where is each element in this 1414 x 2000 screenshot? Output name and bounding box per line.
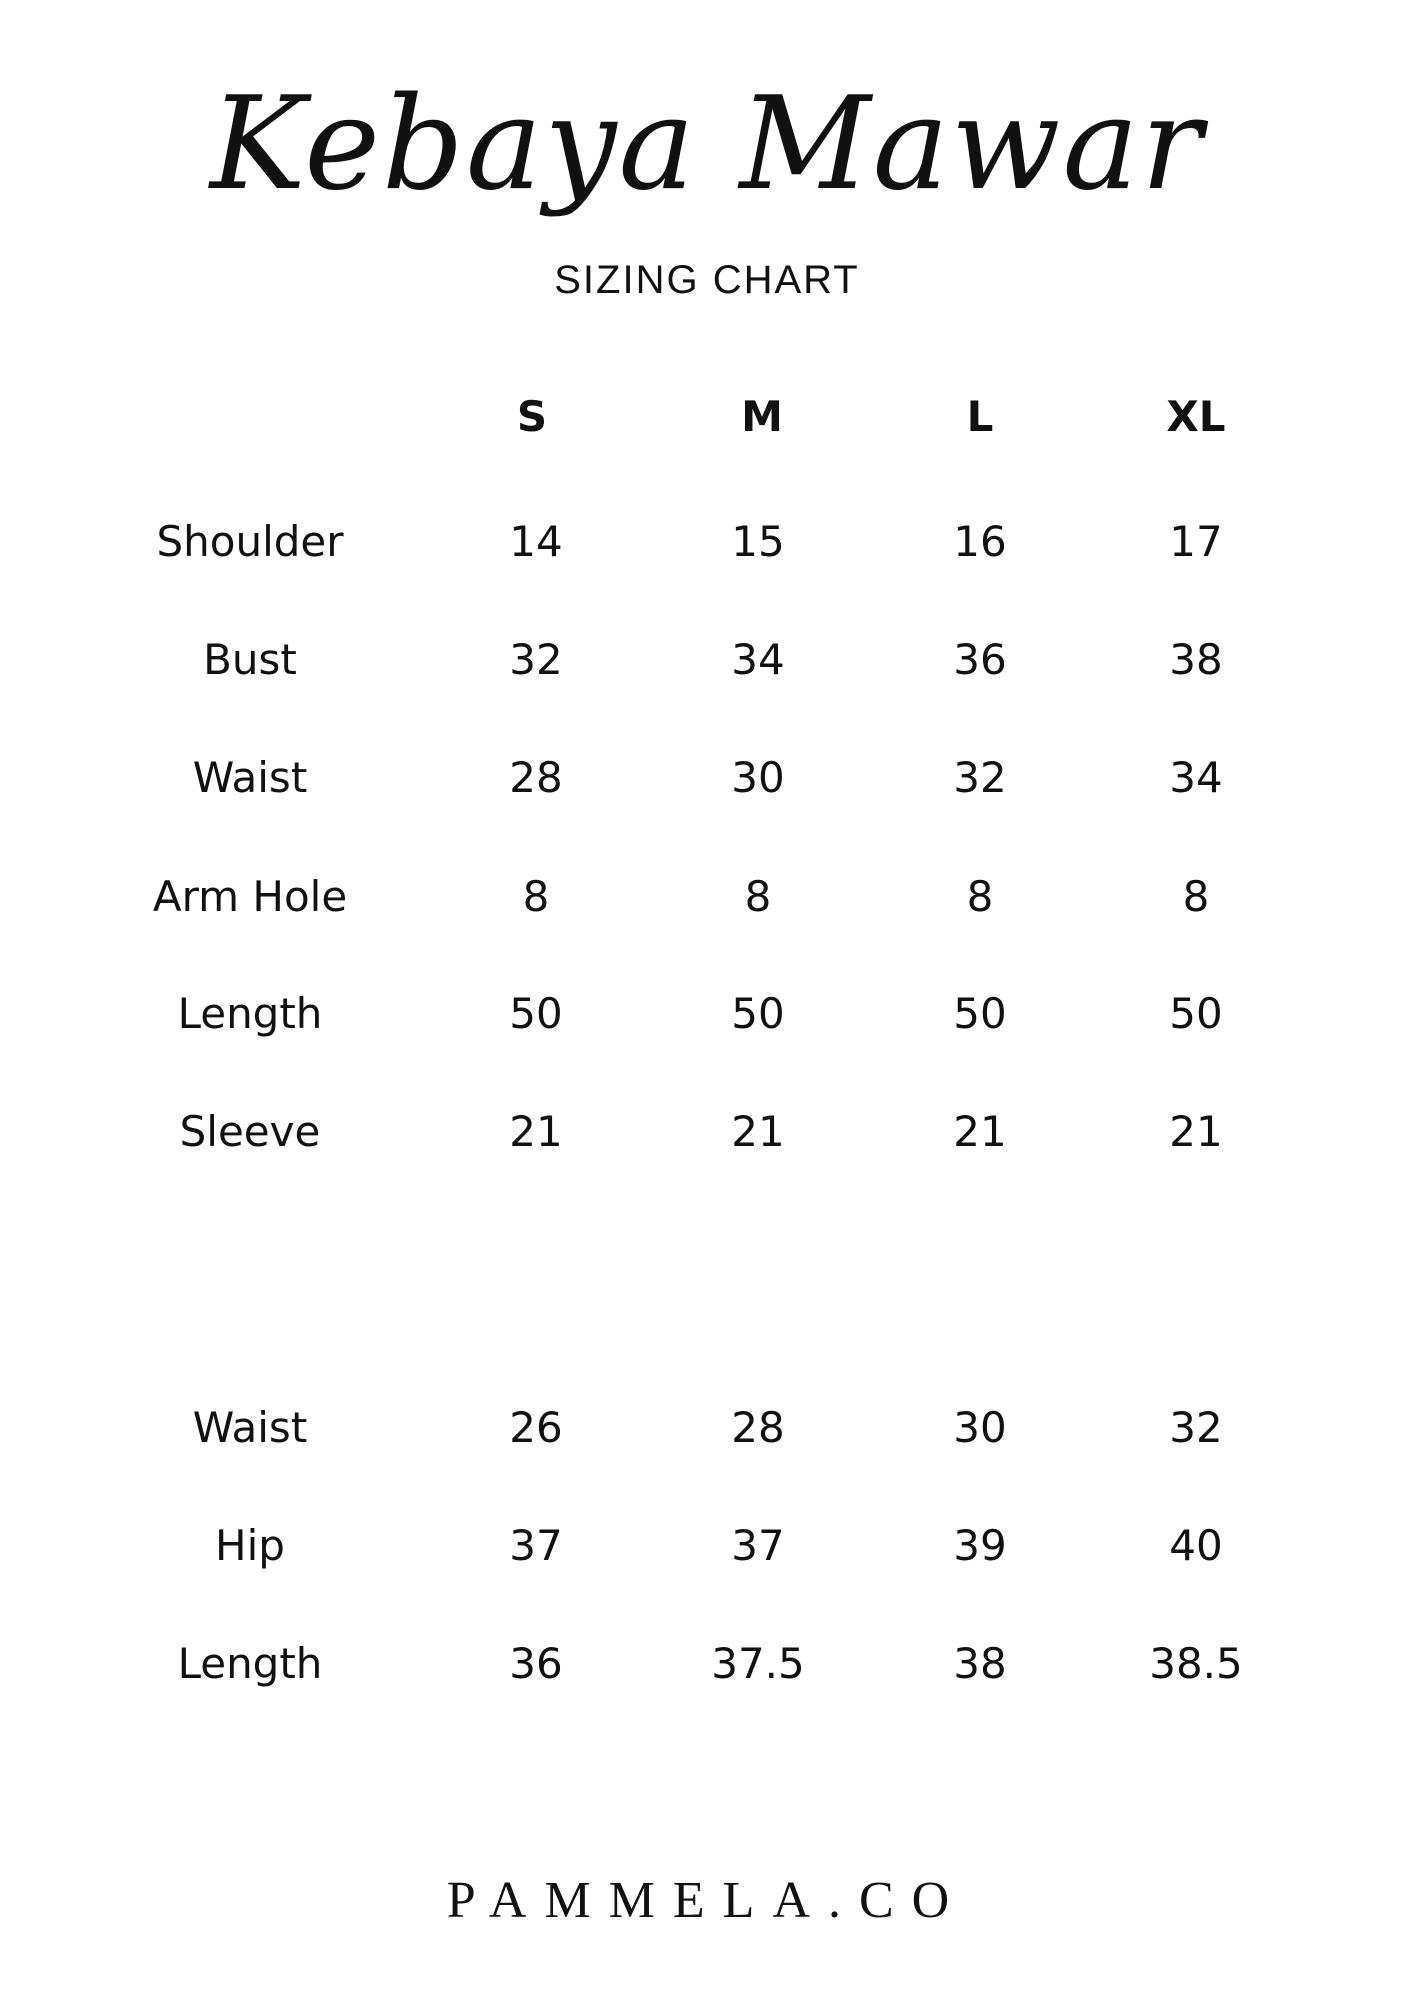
table-cell: 8 xyxy=(966,872,994,921)
table-cell: 30 xyxy=(731,753,785,802)
table-cell: 38.5 xyxy=(1149,1639,1243,1688)
row-label-length: Length xyxy=(177,989,323,1038)
table-cell: 8 xyxy=(522,872,550,921)
row-label-length: Length xyxy=(177,1639,323,1688)
table-cell: 36 xyxy=(953,635,1007,684)
page-subtitle: SIZING CHART xyxy=(554,258,860,302)
table-cell: 50 xyxy=(1169,989,1223,1038)
table-cell: 15 xyxy=(731,517,785,566)
table-cell: 21 xyxy=(509,1107,563,1156)
table-cell: 17 xyxy=(1169,517,1223,566)
table-cell: 50 xyxy=(953,989,1007,1038)
table-cell: 28 xyxy=(509,753,563,802)
table-cell: 34 xyxy=(1169,753,1223,802)
table-cell: 37 xyxy=(509,1521,563,1570)
table-cell: 28 xyxy=(731,1403,785,1452)
table-cell: 50 xyxy=(731,989,785,1038)
table-cell: 30 xyxy=(953,1403,1007,1452)
table-cell: 32 xyxy=(1169,1403,1223,1452)
table-cell: 21 xyxy=(1169,1107,1223,1156)
table-cell: 16 xyxy=(953,517,1007,566)
table-cell: 37.5 xyxy=(711,1639,805,1688)
size-header-s: S xyxy=(516,392,548,441)
table-cell: 34 xyxy=(731,635,785,684)
row-label-waist: Waist xyxy=(192,753,308,802)
row-label-shoulder: Shoulder xyxy=(156,517,344,566)
table-cell: 37 xyxy=(731,1521,785,1570)
row-label-hip: Hip xyxy=(215,1521,285,1570)
size-header-l: L xyxy=(966,392,994,441)
table-cell: 38 xyxy=(953,1639,1007,1688)
table-cell: 32 xyxy=(953,753,1007,802)
table-cell: 8 xyxy=(744,872,772,921)
row-label-sleeve: Sleeve xyxy=(179,1107,321,1156)
table-cell: 21 xyxy=(953,1107,1007,1156)
row-label-arm-hole: Arm Hole xyxy=(152,872,348,921)
size-header-m: M xyxy=(741,392,783,441)
table-cell: 21 xyxy=(731,1107,785,1156)
row-label-bust: Bust xyxy=(203,635,297,684)
size-header-xl: XL xyxy=(1166,392,1226,441)
table-cell: 32 xyxy=(509,635,563,684)
table-cell: 50 xyxy=(509,989,563,1038)
table-cell: 38 xyxy=(1169,635,1223,684)
brand-footer: PAMMELA.CO xyxy=(446,1872,968,1929)
table-cell: 26 xyxy=(509,1403,563,1452)
table-cell: 14 xyxy=(509,517,563,566)
page-title: Kebaya Mawar xyxy=(210,70,1204,219)
table-cell: 8 xyxy=(1182,872,1210,921)
table-cell: 36 xyxy=(509,1639,563,1688)
table-cell: 39 xyxy=(953,1521,1007,1570)
table-cell: 40 xyxy=(1169,1521,1223,1570)
row-label-waist: Waist xyxy=(192,1403,308,1452)
